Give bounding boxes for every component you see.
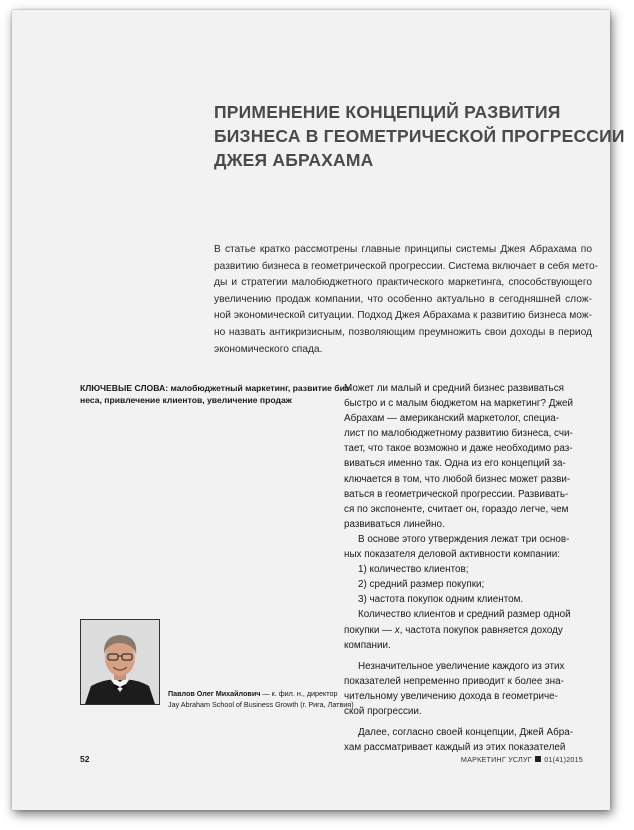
article-title — [214, 100, 625, 172]
body-line: Может ли малый и средний бизнес развиваться — [344, 383, 564, 394]
author-photo — [80, 619, 160, 705]
author-role: — к. фил. н., директор — [260, 689, 338, 698]
body-line — [344, 623, 582, 638]
abstract-line: ды и стратегии малобюджетного практического маркетинга, способствующего — [214, 277, 592, 289]
square-bullet-icon — [535, 756, 541, 762]
author-name: Павлов Олег Михайлович — [168, 689, 261, 698]
author-organization: Jay Abraham School of Business Growth (г. Рига, Латвия) — [168, 699, 354, 709]
journal-footer — [461, 755, 583, 764]
keywords-label: КЛЮЧЕВЫЕ СЛОВА: — [80, 383, 169, 393]
abstract — [214, 242, 599, 358]
abstract-line: В статье кратко рассмотрены главные принципы системы Джея Абрахама по — [214, 244, 592, 255]
body-line: ных показателя деловой активности компании: — [344, 549, 561, 561]
body-line: компании. — [344, 639, 391, 651]
body-line: чительному увеличению дохода в геометриче- — [344, 690, 558, 702]
abstract-line: экономического спада. — [214, 343, 323, 355]
list-item: 2) средний размер покупки; — [358, 579, 485, 591]
page-number: 52 — [80, 754, 90, 764]
body-line: В основе этого утверждения лежат три основ- — [358, 533, 570, 545]
body-line: ся по экспоненте, считает он, гораздо легче, чем — [344, 503, 569, 515]
author-info — [168, 689, 358, 710]
body-line: Количество клиентов и средний размер одной — [358, 609, 571, 621]
body-line: Далее, согласно своей концепции, Джей Абра- — [358, 727, 574, 739]
journal-page — [12, 10, 625, 810]
title-line: ПРИМЕНЕНИЕ КОНЦЕПЦИЙ РАЗВИТИЯ — [214, 102, 561, 122]
body-text: покупки — — [344, 624, 395, 636]
list-item: 3) частота покупок одним клиентом. — [358, 594, 524, 606]
article-body — [344, 381, 582, 755]
author-portrait-image — [81, 620, 159, 704]
abstract-line: но назвать антикризисным, позволяющим преумножить свои доходы в период — [214, 326, 592, 338]
variable-x: х — [394, 624, 400, 636]
body-line: Незначительное увеличение каждого из этих — [358, 660, 565, 672]
body-line: ваться в геометрической прогрессии. Развивать- — [344, 488, 569, 500]
list-item: 1) количество клиентов; — [358, 564, 469, 576]
issue-number: 01(41)2015 — [544, 755, 583, 764]
keywords — [80, 382, 353, 406]
body-line: виваться именно так. Одна из его концепций за- — [344, 458, 566, 470]
keywords-text: малобюджетный маркетинг, развитие биз- — [168, 383, 353, 393]
abstract-line: ной экономической ситуации. Подход Джея Абрахама к развитию бизнеса мож- — [214, 310, 592, 322]
keywords-text: неса, привлечение клиентов, увеличение продаж — [80, 395, 292, 405]
journal-name: МАРКЕТИНГ УСЛУГ — [460, 755, 532, 764]
body-line: ключается в том, что любой бизнес может разви- — [344, 473, 571, 485]
body-line: хам рассматривает каждый из этих показателей — [344, 742, 566, 754]
title-line: БИЗНЕСА В ГЕОМЕТРИЧЕСКОЙ ПРОГРЕССИИ — [214, 126, 625, 146]
abstract-line: увеличению продаж компании, что особенно актуально в сегодняшней слож- — [214, 293, 592, 305]
body-line: показателей непременно приводит к более зна- — [344, 675, 564, 687]
body-line: развиваться линейно. — [344, 518, 445, 530]
body-text: , частота покупок равняется доходу — [399, 624, 563, 636]
body-line: Абрахам — американский маркетолог, специа- — [344, 413, 560, 425]
body-line: ской прогрессии. — [344, 705, 422, 717]
title-line: ДЖЕЯ АБРАХАМА — [214, 150, 374, 170]
body-line: тает, что такое возможно и даже необходимо раз- — [344, 443, 573, 455]
body-line: лист по малобюджетному развитию бизнеса, счи- — [344, 428, 573, 440]
body-line: быстро и с малым бюджетом на маркетинг? Джей — [344, 398, 574, 410]
abstract-line: развитию бизнеса в геометрической прогрессии. Система включает в себя мето- — [214, 260, 599, 272]
